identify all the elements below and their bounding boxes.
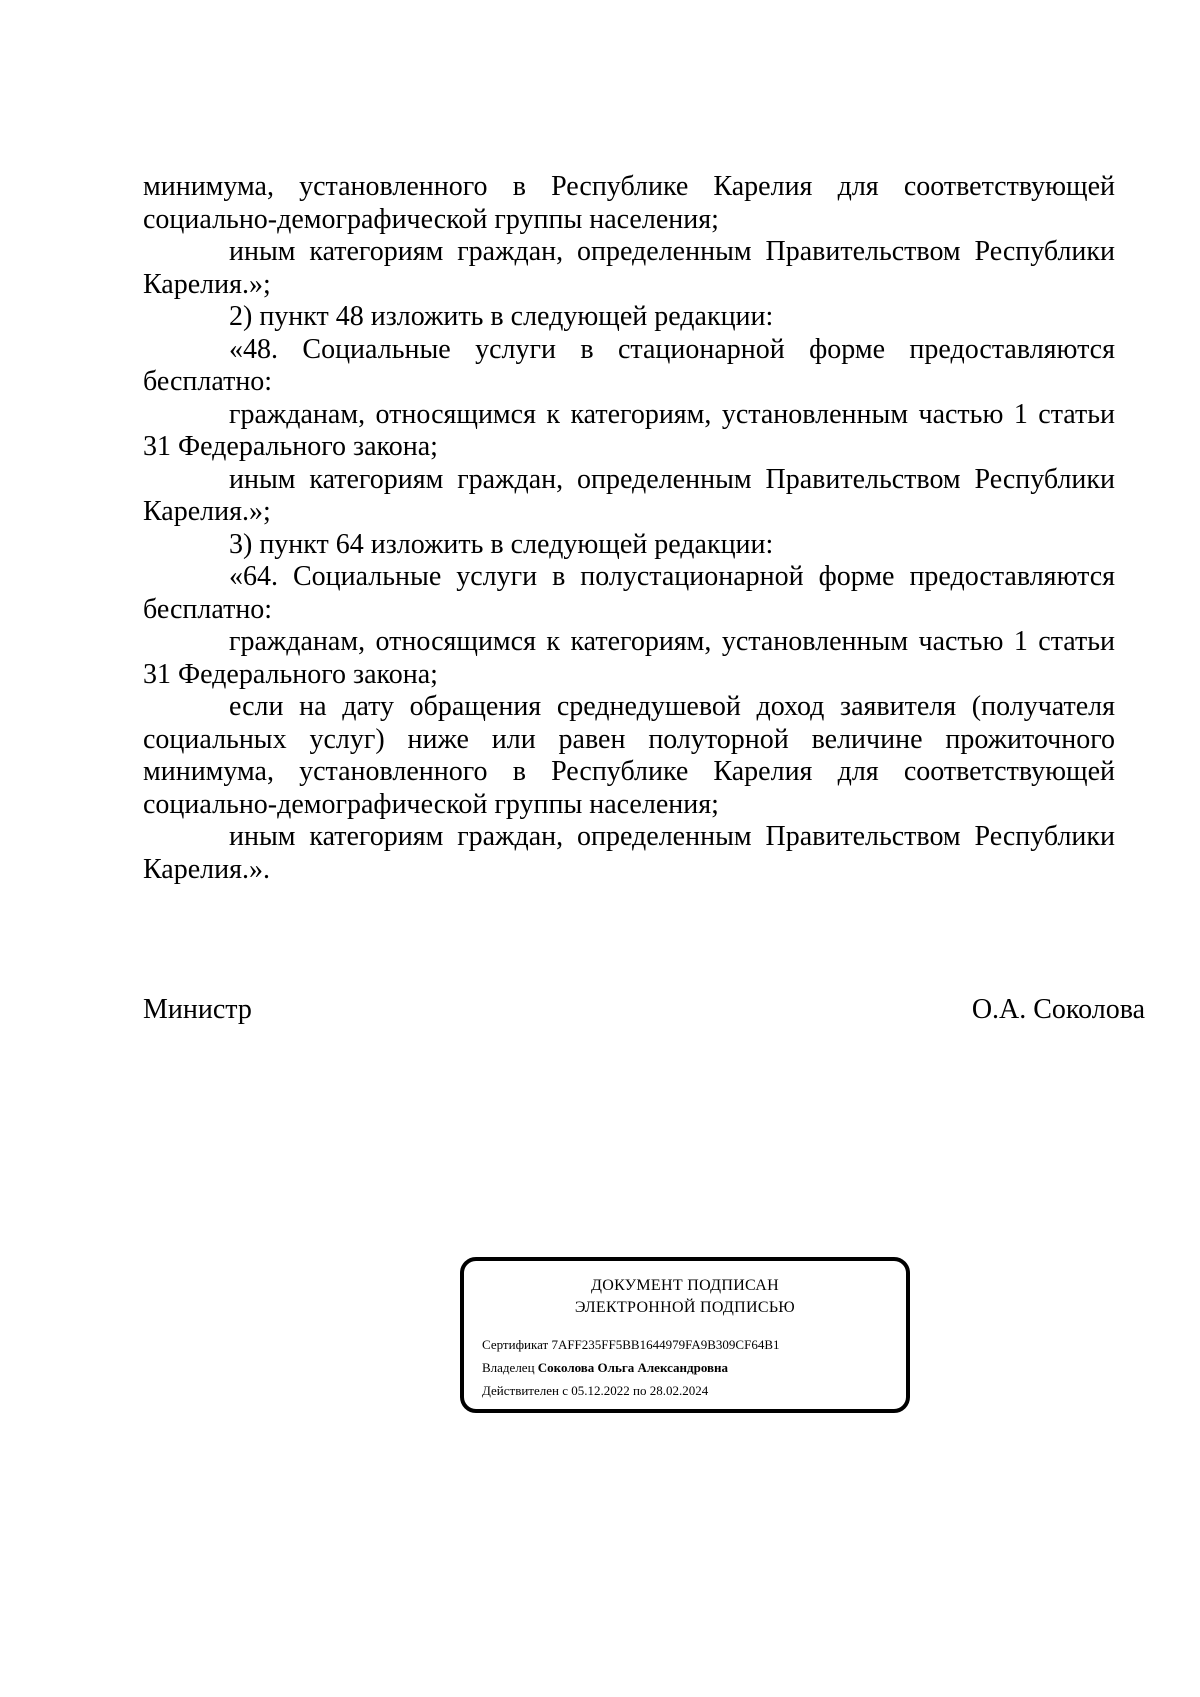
stamp-certificate bbox=[482, 1333, 888, 1356]
paragraph: «64. Социальные услуги в полустационарной форме предоставляются бесплатно: bbox=[143, 561, 1115, 625]
stamp-heading-line: ЭЛЕКТРОННОЙ ПОДПИСЬЮ bbox=[574, 1299, 796, 1316]
paragraph: 2) пункт 48 изложить в следующей редакции: bbox=[229, 301, 774, 332]
electronic-signature-stamp bbox=[460, 1257, 910, 1413]
valid-label: Действителен с bbox=[482, 1383, 568, 1398]
certificate-value: 7AFF235FF5BB1644979FA9B309CF64B1 bbox=[551, 1337, 780, 1352]
owner-value: Соколова Ольга Александровна bbox=[537, 1360, 729, 1375]
owner-label: Владелец bbox=[482, 1360, 535, 1375]
signer-role: Министр bbox=[143, 994, 252, 1025]
stamp-heading bbox=[482, 1275, 888, 1319]
stamp-details bbox=[482, 1333, 888, 1402]
paragraph: 3) пункт 64 изложить в следующей редакции: bbox=[229, 528, 774, 560]
certificate-label: Сертификат bbox=[482, 1337, 549, 1352]
stamp-heading-line: ДОКУМЕНТ ПОДПИСАН bbox=[591, 1277, 779, 1294]
stamp-owner bbox=[482, 1356, 888, 1379]
paragraph: минимума, установленного в Республике Карелия для соответствующей социально-демографической группы населения; bbox=[143, 171, 1115, 235]
paragraph: гражданам, относящимся к категориям, установленным частью 1 статьи 31 Федерального закона; bbox=[143, 626, 1115, 690]
valid-from: 05.12.2022 bbox=[571, 1383, 630, 1398]
document-body bbox=[143, 171, 1115, 886]
paragraph: иным категориям граждан, определенным Правительством Республики Карелия.»; bbox=[143, 463, 1115, 527]
signer-name: О.А. Соколова bbox=[971, 994, 1145, 1025]
paragraph: иным категориям граждан, определенным Правительством Республики Карелия.». bbox=[143, 821, 1115, 885]
paragraph: гражданам, относящимся к категориям, установленным частью 1 статьи 31 Федерального закона; bbox=[143, 398, 1115, 462]
stamp-validity bbox=[482, 1379, 888, 1402]
paragraph: иным категориям граждан, определенным Правительством Республики Карелия.»; bbox=[143, 236, 1115, 300]
paragraph: если на дату обращения среднедушевой доход заявителя (получателя социальных услуг) ниже или равен полуторной величине прожиточного минимума, установленного в Республике Карелия для соответствующей социально-демографической группы населения; bbox=[143, 691, 1115, 820]
paragraph: «48. Социальные услуги в стационарной форме предоставляются бесплатно: bbox=[143, 333, 1115, 397]
valid-to-label: по bbox=[633, 1383, 647, 1398]
signature-block bbox=[143, 994, 1145, 1030]
valid-to: 28.02.2024 bbox=[649, 1383, 709, 1398]
